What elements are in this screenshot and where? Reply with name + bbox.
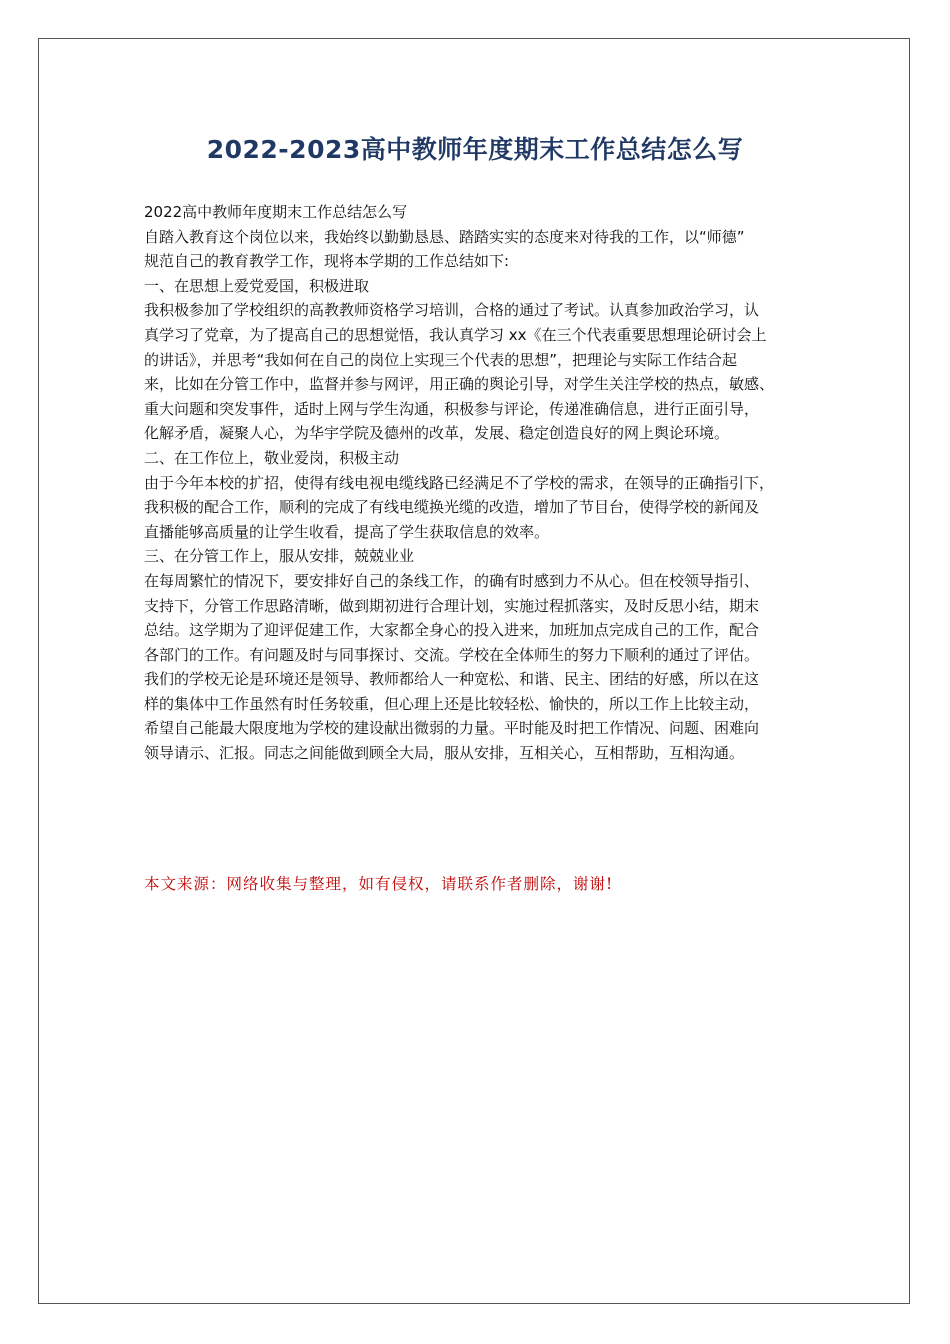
body-line: 支持下，分管工作思路清晰，做到期初进行合理计划，实施过程抓落实，及时反思小结，期末 (144, 596, 760, 615)
source-disclaimer: 本文来源：网络收集与整理，如有侵权，请联系作者删除，谢谢! (144, 875, 614, 893)
body-line: 在每周繁忙的情况下，要安排好自己的条线工作，的确有时感到力不从心。但在校领导指引、 (144, 571, 760, 590)
document-title: 2022-2023高中教师年度期末工作总结怎么写 (206, 135, 744, 164)
body-line: 规范自己的教育教学工作，现将本学期的工作总结如下: (144, 252, 510, 271)
body-line: 直播能够高质量的让学生收看，提高了学生获取信息的效率。 (144, 522, 550, 541)
body-line: 希望自己能最大限度地为学校的建设献出微弱的力量。平时能及时把工作情况、问题、困难向 (144, 719, 760, 738)
body-line: 由于今年本校的扩招，使得有线电视电缆线路已经满足不了学校的需求，在领导的正确指引下， (144, 473, 775, 492)
section-heading-2: 二、在工作位上，敬业爱岗，积极主动 (144, 448, 400, 467)
body-line: 我们的学校无论是环境还是领导、教师都给人一种宽松、和谐、民主、团结的好感，所以在这 (144, 670, 760, 689)
document-body (144, 200, 824, 766)
body-line: 领导请示、汇报。同志之间能做到顾全大局，服从安排，互相关心，互相帮助，互相沟通。 (144, 744, 745, 763)
body-line: 我积极参加了学校组织的高教教师资格学习培训，合格的通过了考试。认真参加政治学习，认 (144, 301, 760, 320)
body-line: 各部门的工作。有问题及时与同事探讨、交流。学校在全体师生的努力下顺利的通过了评估。 (144, 645, 760, 664)
body-line: 真学习了党章，为了提高自己的思想觉悟，我认真学习 xx《在三个代表重要思想理论研讨会上 (144, 325, 767, 344)
body-line: 样的集体中工作虽然有时任务较重，但心理上还是比较轻松、愉快的，所以工作上比较主动， (144, 694, 760, 713)
body-line: 总结。这学期为了迎评促建工作，大家都全身心的投入进来，加班加点完成自己的工作，配合 (144, 621, 760, 640)
body-line: 化解矛盾，凝聚人心，为华宇学院及德州的改革，发展、稳定创造良好的网上舆论环境。 (144, 424, 730, 443)
body-line: 自踏入教育这个岗位以来，我始终以勤勤恳恳、踏踏实实的态度来对待我的工作，以“师德” (144, 227, 745, 246)
section-heading-1: 一、在思想上爱党爱国，积极进取 (144, 276, 370, 295)
body-line: 来，比如在分管工作中，监督并参与网评，用正确的舆论引导，对学生关注学校的热点，敏感、 (144, 375, 775, 394)
section-heading-3: 三、在分管工作上，服从安排，兢兢业业 (144, 547, 415, 566)
body-line: 我积极的配合工作，顺利的完成了有线电缆换光缆的改造，增加了节目台，使得学校的新闻及 (144, 498, 760, 517)
body-line: 的讲话》，并思考“我如何在自己的岗位上实现三个代表的思想”，把理论与实际工作结合起 (144, 350, 738, 369)
body-line: 重大问题和突发事件，适时上网与学生沟通，积极参与评论，传递准确信息，进行正面引导， (144, 399, 760, 418)
body-line: 2022高中教师年度期末工作总结怎么写 (144, 203, 408, 221)
